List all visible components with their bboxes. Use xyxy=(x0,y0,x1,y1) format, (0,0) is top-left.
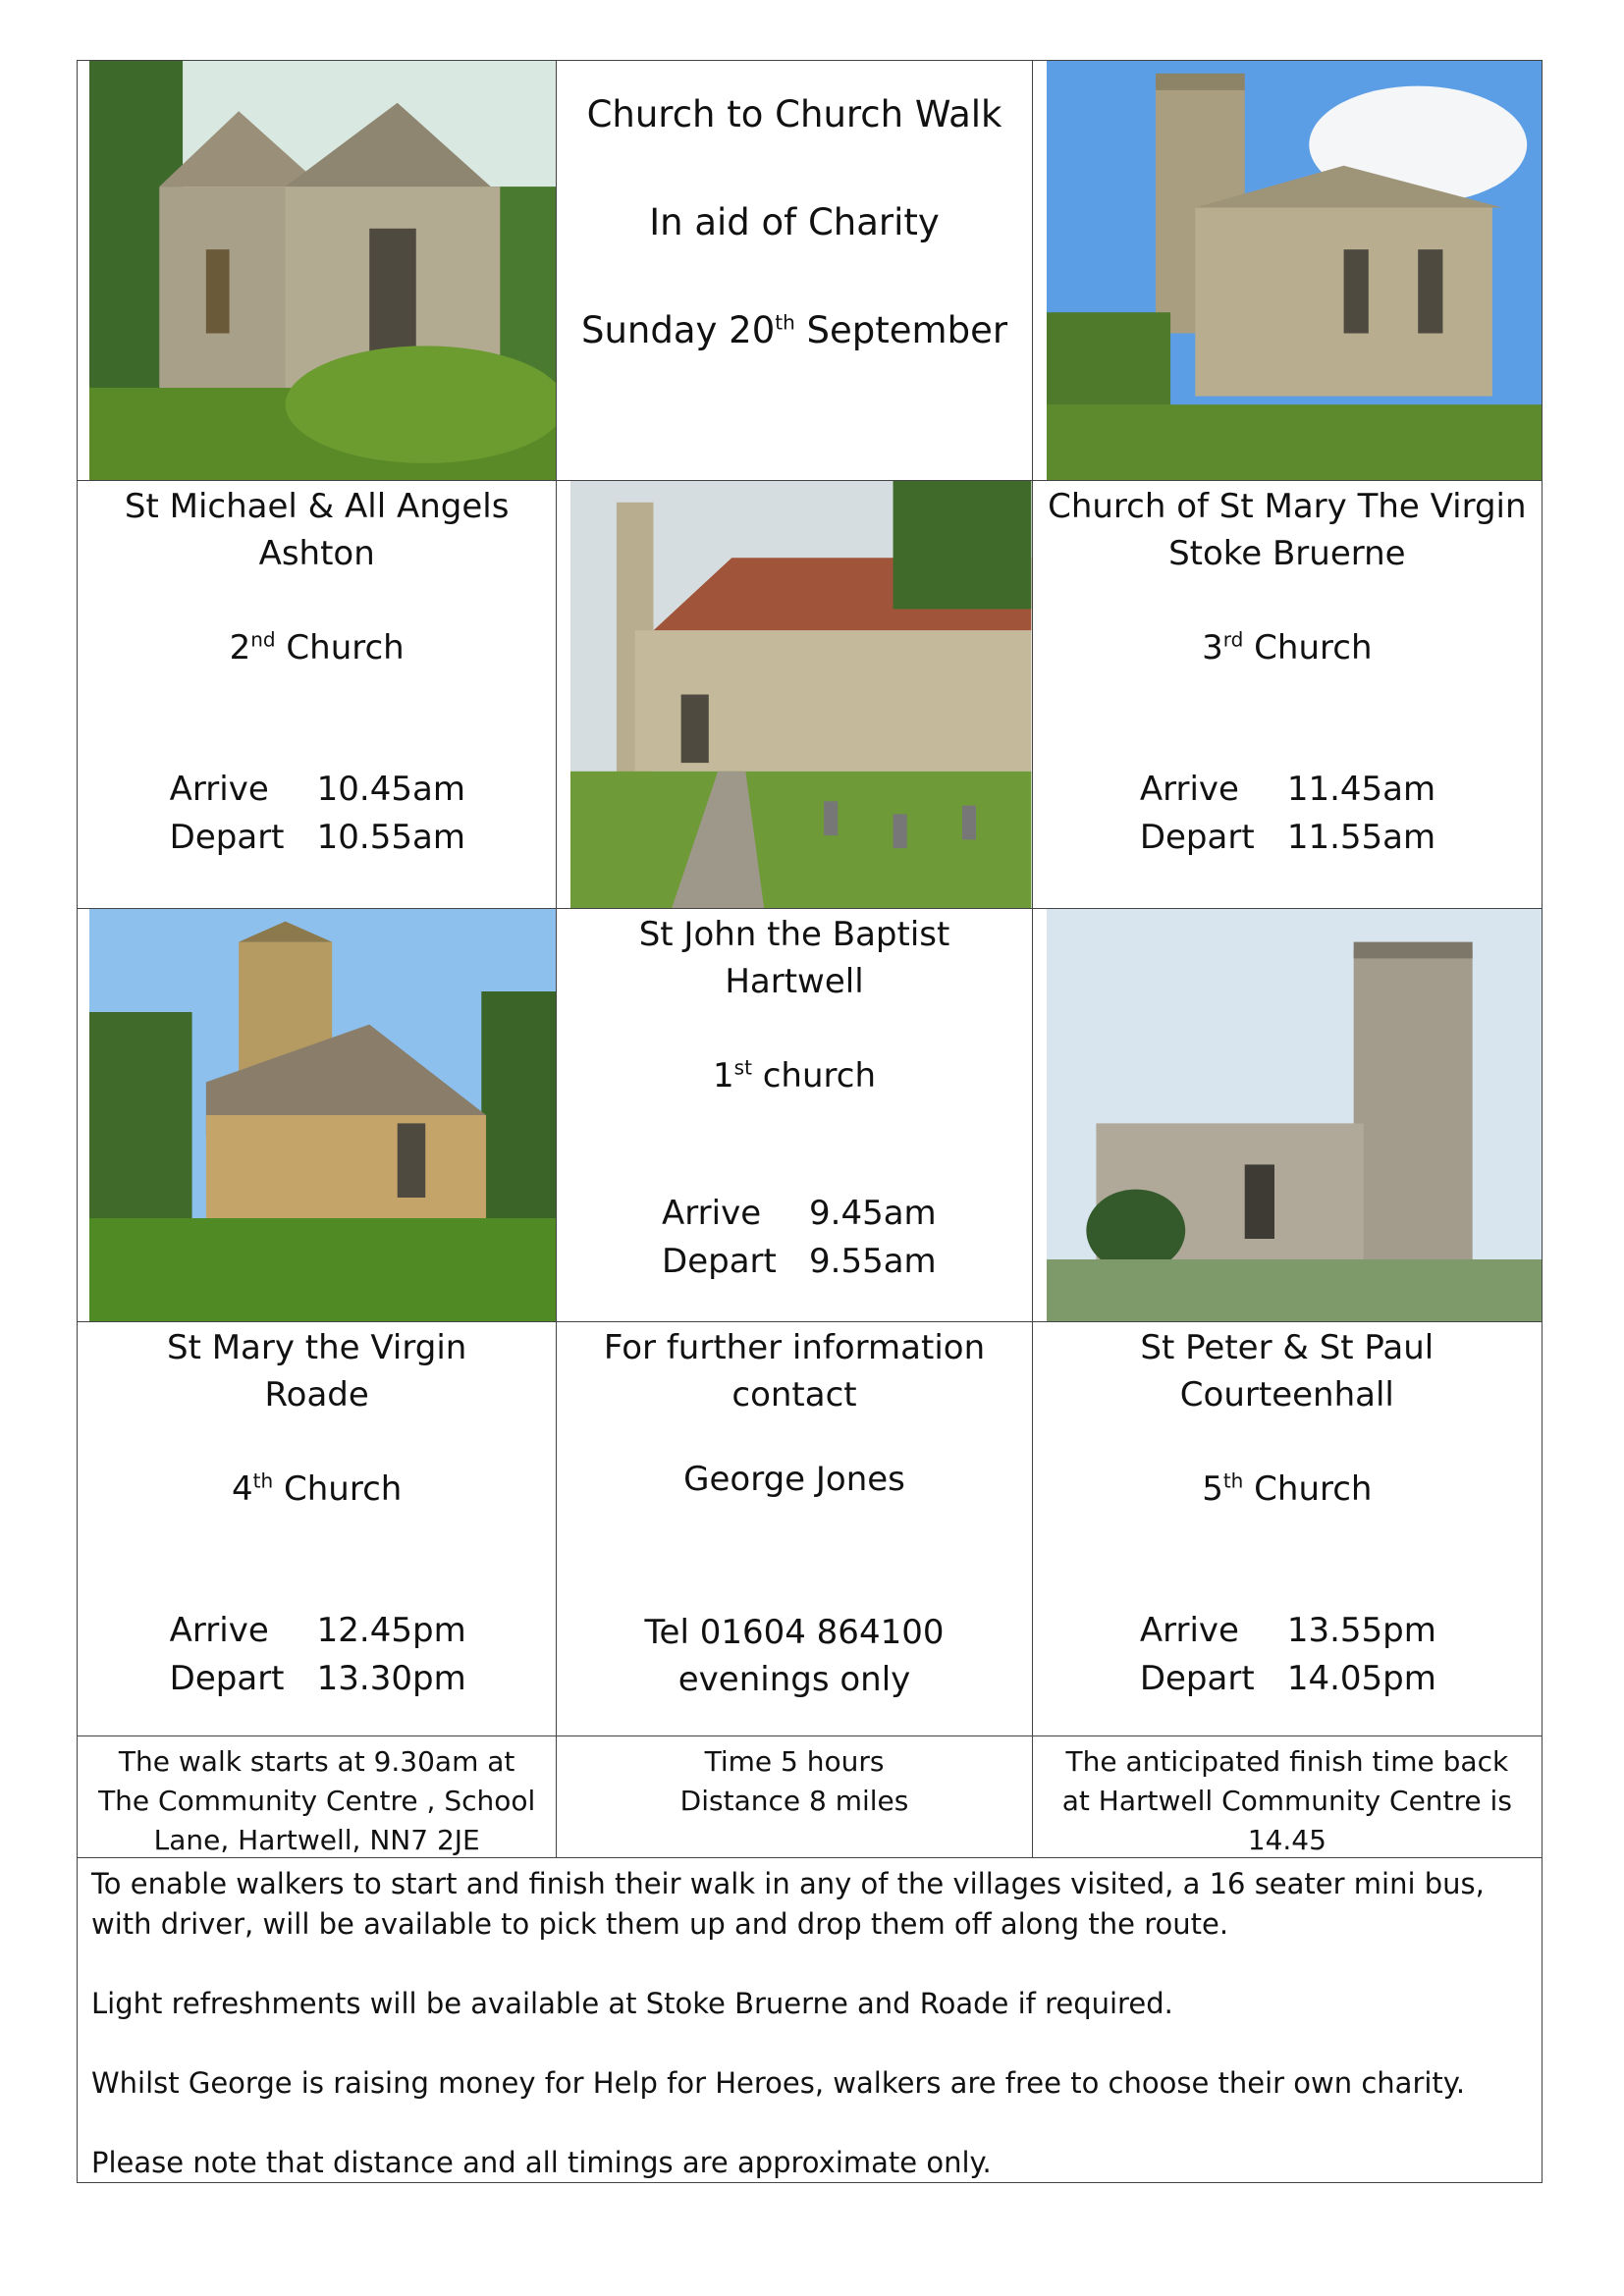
walk-distance: Distance 8 miles xyxy=(679,1785,909,1817)
church-times: Arrive 9.45am Depart 9.55am xyxy=(662,1194,937,1281)
contact-cell xyxy=(557,1322,1032,1735)
poster-table xyxy=(77,60,1543,2183)
church-place: Roade xyxy=(264,1375,369,1415)
photo-cell-courteenhall xyxy=(1033,909,1542,1321)
church-times: Arrive 11.45am Depart 11.55am xyxy=(1139,770,1436,857)
church-photo-courteenhall xyxy=(1047,909,1542,1321)
photo-cell-roade xyxy=(78,909,557,1321)
church-cell-stoke xyxy=(1033,481,1542,908)
church-name: St Mary the Virgin xyxy=(167,1328,467,1367)
church-photo-ashton xyxy=(89,61,556,480)
church-order: 4th Church xyxy=(232,1468,403,1509)
walk-finish-text: The anticipated finish time back at Hartwell Community Centre is 14.45 xyxy=(1061,1745,1512,1856)
church-name: St Michael & All Angels xyxy=(124,487,510,526)
contact-line-2: contact xyxy=(731,1375,857,1415)
walk-stats-cell xyxy=(557,1736,1032,1857)
church-cell-ashton xyxy=(78,481,557,908)
contact-note: evenings only xyxy=(677,1660,911,1699)
church-order: 2nd Church xyxy=(229,627,405,667)
photo-cell-ashton xyxy=(78,61,557,480)
note-refreshments: Light refreshments will be available at Stoke Bruerne and Roade if required. xyxy=(91,1987,1173,2020)
note-minibus: To enable walkers to start and finish their walk in any of the villages visited, a 16 seater mini bus, with driver, will be available to pick them up and drop them off along the route. xyxy=(91,1867,1485,1941)
contact-line-1: For further information xyxy=(603,1328,986,1367)
notes-cell xyxy=(78,1858,1542,2182)
church-cell-roade xyxy=(78,1322,557,1735)
photo-cell-stoke xyxy=(1033,61,1542,480)
contact-name: George Jones xyxy=(683,1460,905,1499)
church-place: Courteenhall xyxy=(1179,1375,1394,1415)
church-photo-hartwell xyxy=(570,481,1031,908)
walk-finish-cell xyxy=(1033,1736,1542,1857)
church-name: Church of St Mary The Virgin xyxy=(1048,487,1527,526)
church-order: 3rd Church xyxy=(1202,627,1373,667)
church-place: Hartwell xyxy=(725,962,864,1001)
photo-cell-hartwell xyxy=(557,481,1032,908)
church-times: Arrive 12.45pm Depart 13.30pm xyxy=(169,1611,466,1698)
church-name: St John the Baptist xyxy=(638,915,950,954)
church-place: Stoke Bruerne xyxy=(1168,534,1406,573)
title-cell xyxy=(557,61,1032,480)
note-charity: Whilst George is raising money for Help for Heroes, walkers are free to choose their own charity. xyxy=(91,2066,1466,2100)
contact-phone: Tel 01604 864100 xyxy=(644,1613,945,1652)
event-subtitle: In aid of Charity xyxy=(649,201,940,243)
note-approximate: Please note that distance and all timings are approximate only. xyxy=(91,2146,992,2179)
event-title: Church to Church Walk xyxy=(586,93,1002,135)
church-cell-courteenhall xyxy=(1033,1322,1542,1735)
church-times: Arrive 10.45am Depart 10.55am xyxy=(169,770,465,857)
walk-start-cell xyxy=(78,1736,557,1857)
church-times: Arrive 13.55pm Depart 14.05pm xyxy=(1139,1611,1436,1698)
church-photo-roade xyxy=(89,909,556,1321)
church-name: St Peter & St Paul xyxy=(1140,1328,1435,1367)
walk-start-text: The walk starts at 9.30am at The Community Centre , School Lane, Hartwell, NN7 2JE xyxy=(98,1745,536,1856)
church-photo-stoke xyxy=(1047,61,1542,480)
church-order: 1st church xyxy=(713,1055,876,1095)
event-date: Sunday 20th September xyxy=(580,309,1008,351)
church-place: Ashton xyxy=(258,534,375,573)
walk-time: Time 5 hours xyxy=(704,1745,885,1778)
church-order: 5th Church xyxy=(1202,1468,1373,1509)
church-cell-hartwell xyxy=(557,909,1032,1321)
